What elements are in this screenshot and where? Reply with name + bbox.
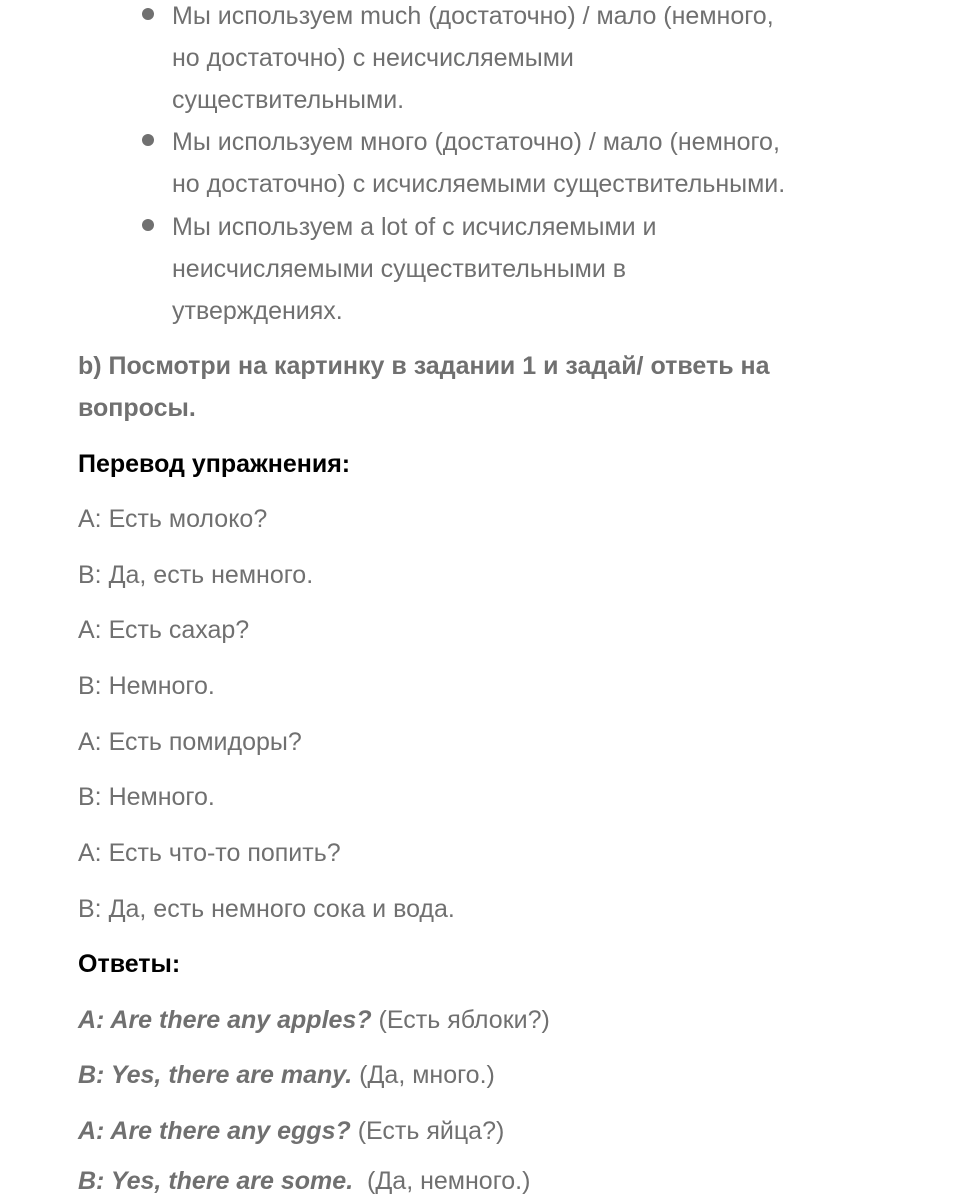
list-item-text: но достаточно) с неисчисляемыми — [172, 44, 574, 72]
answer-russian: (Есть яблоки?) — [371, 1006, 550, 1034]
list-item-text: неисчисляемыми существительными в — [172, 255, 627, 283]
list-item-text: но достаточно) с исчисляемыми существительными. — [172, 170, 786, 198]
answer-english: B: Yes, there are some. — [78, 1167, 354, 1195]
dialogue-line: A: Есть помидоры? — [78, 728, 302, 756]
task-title-line: b) Посмотри на картинку в задании 1 и задай/ ответь на — [78, 352, 770, 380]
answer-english: A: Are there any apples? — [78, 1006, 372, 1034]
task-title — [78, 345, 878, 429]
list-item — [172, 206, 902, 332]
answer-line — [78, 1160, 530, 1202]
dialogue-line: B: Немного. — [78, 672, 215, 700]
answers-heading: Ответы: — [78, 950, 181, 978]
list-item — [172, 0, 902, 121]
dialogue-line: A: Есть молоко? — [78, 505, 268, 533]
list-item-text: Мы используем много (достаточно) / мало (немного, — [172, 128, 780, 156]
answer-english: A: Are there any eggs? — [78, 1117, 351, 1145]
list-item — [172, 121, 902, 205]
dialogue-line: B: Да, есть немного. — [78, 561, 314, 589]
answer-line — [78, 1054, 495, 1096]
answer-russian: (Да, много.) — [352, 1061, 495, 1089]
answer-russian: (Есть яйца?) — [350, 1117, 505, 1145]
translation-heading: Перевод упражнения: — [78, 450, 351, 478]
list-item-text: утверждениях. — [172, 297, 343, 325]
answer-english: B: Yes, there are many. — [78, 1061, 353, 1089]
dialogue-line: A: Есть сахар? — [78, 616, 250, 644]
dialogue-line: B: Да, есть немного сока и вода. — [78, 895, 455, 923]
list-item-text: Мы используем much (достаточно) / мало (немного, — [172, 2, 774, 30]
dialogue-line: B: Немного. — [78, 783, 215, 811]
bullet-icon — [142, 219, 154, 231]
answer-russian: (Да, немного.) — [353, 1167, 531, 1195]
bullet-icon — [142, 134, 154, 146]
list-item-text: Мы используем a lot of с исчисляемыми и — [172, 213, 657, 241]
answer-line — [78, 1110, 504, 1152]
answer-line — [78, 999, 550, 1041]
list-item-text: существительными. — [172, 86, 405, 114]
task-title-line: вопросы. — [78, 394, 196, 422]
dialogue-line: A: Есть что-то попить? — [78, 839, 341, 867]
bullet-icon — [142, 8, 154, 20]
